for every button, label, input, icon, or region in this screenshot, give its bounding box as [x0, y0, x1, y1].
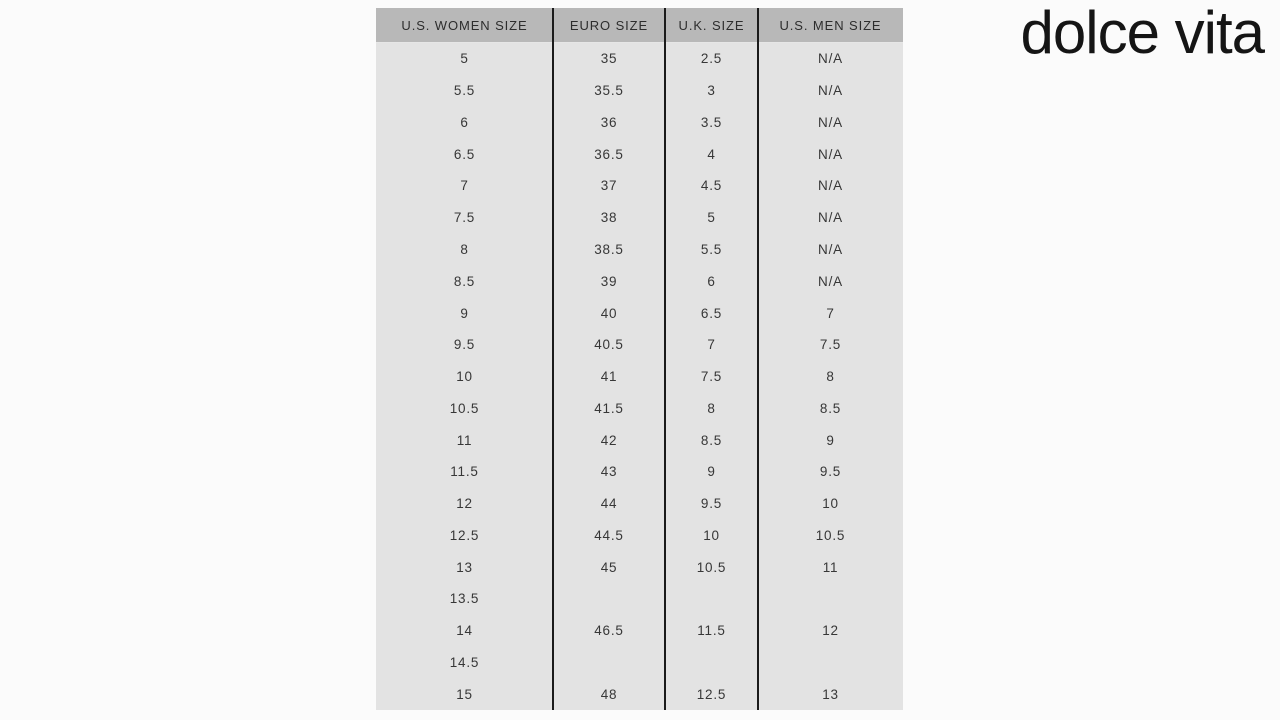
us-men-size-value [758, 583, 903, 615]
brand-logo: dolce vita [1020, 0, 1264, 66]
column-header-euro-size: EURO SIZE [569, 17, 649, 33]
euro-size-value: 44 [600, 496, 618, 512]
us-women-size-value: 11 [456, 432, 473, 448]
us-women-size-value: 6 [460, 114, 469, 130]
us-men-size-value: 12 [822, 623, 839, 639]
euro-size-value: 38.5 [594, 241, 624, 257]
table-row [376, 361, 903, 393]
uk-size-value: 7 [707, 337, 716, 353]
uk-size-value: 3.5 [700, 114, 723, 130]
euro-size-value: 40 [600, 305, 618, 321]
us-women-size-value: 14.5 [449, 654, 480, 670]
us-women-size-value: 15 [456, 686, 473, 702]
size-conversion-table [376, 8, 903, 710]
table-row [376, 488, 903, 520]
uk-size-value: 4.5 [700, 178, 723, 194]
us-men-size-value: N/A [818, 83, 843, 99]
euro-size-value: 35 [600, 51, 618, 67]
column-header-us-men-size: U.S. MEN SIZE [779, 17, 882, 33]
us-men-size-value: 8 [826, 369, 835, 385]
euro-size-value: 36 [600, 114, 618, 130]
euro-size-value: 45 [600, 559, 618, 575]
uk-size-value: 4 [707, 146, 716, 162]
table-body [376, 43, 903, 710]
us-men-size-value: 13 [822, 686, 839, 702]
euro-size-value: 48 [600, 686, 618, 702]
column-header-uk-size: U.K. SIZE [678, 17, 745, 33]
us-women-size-value: 7 [460, 178, 469, 194]
table-row [376, 551, 903, 583]
table-row [376, 583, 903, 615]
us-men-size-value: N/A [818, 178, 843, 194]
euro-size-value: 41 [600, 369, 618, 385]
table-row [376, 107, 903, 139]
table-row [376, 234, 903, 266]
table-header-row [376, 8, 903, 43]
euro-size-value: 46.5 [594, 623, 624, 639]
us-women-size-value: 12 [456, 496, 473, 512]
table-row [376, 678, 903, 710]
us-men-size-value: 7.5 [819, 337, 842, 353]
uk-size-value: 6.5 [700, 305, 723, 321]
column-divider [757, 8, 759, 710]
euro-size-value: 41.5 [594, 400, 624, 416]
us-men-size-value: N/A [818, 114, 843, 130]
euro-size-value: 42 [600, 432, 618, 448]
us-women-size-value: 11.5 [450, 464, 479, 480]
us-men-size-value: 9.5 [819, 464, 842, 480]
euro-size-value: 39 [600, 273, 618, 289]
column-header-us-women-size: U.S. WOMEN SIZE [401, 17, 528, 33]
euro-size-value: 37 [600, 178, 618, 194]
us-women-size-value: 10 [456, 369, 473, 385]
us-women-size-value: 5 [460, 51, 469, 67]
us-men-size-value: N/A [818, 210, 843, 226]
uk-size-value: 7.5 [700, 369, 723, 385]
euro-size-value: 44.5 [594, 527, 624, 543]
us-men-size-value: N/A [818, 273, 843, 289]
uk-size-value: 3 [707, 83, 716, 99]
us-women-size-value: 8 [460, 241, 469, 257]
us-men-size-value: 8.5 [819, 400, 842, 416]
us-men-size-value: 10.5 [815, 527, 846, 543]
us-women-size-value: 12.5 [449, 527, 480, 543]
table-row [376, 392, 903, 424]
us-men-size-value: N/A [818, 51, 843, 67]
euro-size-value: 38 [600, 210, 618, 226]
us-women-size-value: 13 [456, 559, 473, 575]
table-row [376, 297, 903, 329]
uk-size-value: 10.5 [696, 559, 727, 575]
uk-size-value: 8 [707, 400, 716, 416]
uk-size-value: 11.5 [697, 623, 726, 639]
us-men-size-value: 9 [826, 432, 835, 448]
table-row [376, 329, 903, 361]
table-row [376, 647, 903, 679]
table-row [376, 75, 903, 107]
us-women-size-value: 10.5 [449, 400, 480, 416]
uk-size-value: 8.5 [700, 432, 723, 448]
table-row [376, 615, 903, 647]
us-men-size-value [758, 647, 903, 679]
uk-size-value: 2.5 [700, 51, 723, 67]
uk-size-value: 9.5 [700, 496, 723, 512]
column-divider [552, 8, 554, 710]
us-men-size-value: N/A [818, 241, 843, 257]
uk-size-value [665, 647, 758, 679]
us-women-size-value: 14 [456, 623, 473, 639]
euro-size-value: 36.5 [594, 146, 624, 162]
euro-size-value: 43 [600, 464, 618, 480]
table-row [376, 43, 903, 75]
us-women-size-value: 9.5 [453, 337, 476, 353]
euro-size-value [553, 583, 665, 615]
us-women-size-value: 7.5 [453, 210, 476, 226]
table-row [376, 202, 903, 234]
uk-size-value: 6 [707, 273, 716, 289]
uk-size-value: 10 [703, 527, 720, 543]
column-divider [664, 8, 666, 710]
table-row [376, 138, 903, 170]
us-men-size-value: 10 [822, 496, 839, 512]
uk-size-value: 5 [707, 210, 716, 226]
euro-size-value: 40.5 [594, 337, 624, 353]
us-women-size-value: 13.5 [449, 591, 480, 607]
table-row [376, 170, 903, 202]
table-row [376, 265, 903, 297]
uk-size-value: 5.5 [700, 241, 723, 257]
uk-size-value: 9 [707, 464, 716, 480]
us-men-size-value: 7 [826, 305, 835, 321]
uk-size-value [665, 583, 758, 615]
euro-size-value [553, 647, 665, 679]
uk-size-value: 12.5 [696, 686, 727, 702]
us-women-size-value: 9 [460, 305, 469, 321]
table-row [376, 424, 903, 456]
us-men-size-value: N/A [818, 146, 843, 162]
euro-size-value: 35.5 [594, 83, 624, 99]
us-women-size-value: 8.5 [453, 273, 476, 289]
us-women-size-value: 5.5 [453, 83, 476, 99]
us-men-size-value: 11 [822, 559, 839, 575]
us-women-size-value: 6.5 [453, 146, 476, 162]
table-row [376, 519, 903, 551]
table-row [376, 456, 903, 488]
